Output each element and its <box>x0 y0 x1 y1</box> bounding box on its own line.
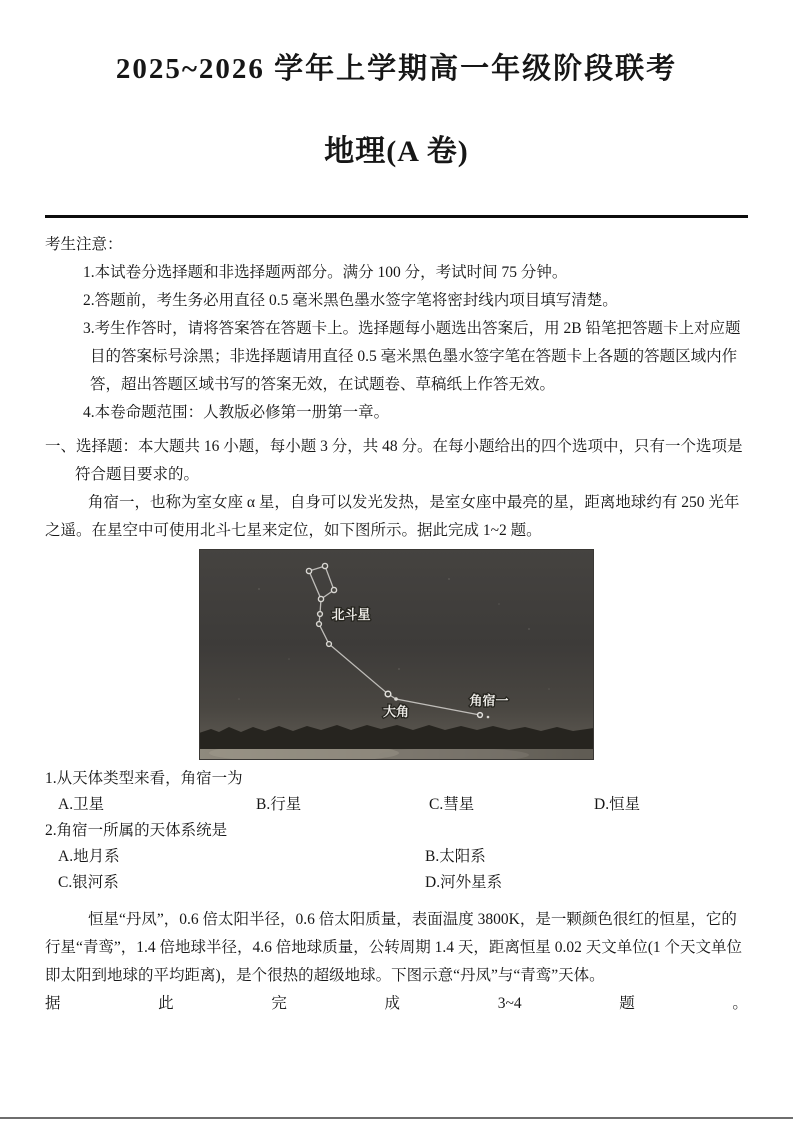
star-dot <box>306 568 311 573</box>
last-line-part: 成 <box>384 995 401 1012</box>
last-line-part: 。 <box>732 995 748 1012</box>
star-dot <box>394 697 398 701</box>
question-1-option-a: A.卫星 <box>58 796 105 813</box>
big-dipper-label: 北斗星 <box>331 607 371 622</box>
arcturus-star <box>385 691 391 697</box>
star-dot <box>331 587 336 592</box>
arcturus-label: 大角 <box>382 704 410 719</box>
question-2-stem: 2.角宿一所属的天体系统是 <box>45 822 228 839</box>
question-1-option-b: B.行星 <box>256 796 302 813</box>
section-heading: 一、选择题：本大题共 16 小题，每小题 3 分，共 48 分。在每小题给出的四个选项中，只有一个选项是符合题目要求的。 <box>45 438 743 483</box>
star-dot <box>318 596 323 601</box>
spica-star <box>478 713 483 718</box>
header-divider-line <box>45 215 748 218</box>
last-line-part: 题 <box>619 995 635 1012</box>
passage-danfeng-last-line <box>45 990 748 1018</box>
notice-item-2: 2.答题前，考生务必用直径 0.5 毫米黑色墨水签字笔将密封线内项目填写清楚。 <box>83 292 618 309</box>
page-bottom-scan-line <box>0 1117 793 1119</box>
question-2-options <box>45 844 748 896</box>
last-line-part: 此 <box>158 995 174 1012</box>
question-1-option-d: D.恒星 <box>594 796 641 813</box>
question-1-options <box>45 792 748 818</box>
star-dot <box>322 563 327 568</box>
spica-label: 角宿一 <box>469 693 509 708</box>
question-2 <box>45 818 748 896</box>
notice-section <box>45 231 748 427</box>
exam-subject-title: 地理(A 卷) <box>324 135 469 168</box>
star-dot <box>327 642 332 647</box>
last-line-part: 3~4 <box>497 995 522 1012</box>
question-2-option-c: C.银河系 <box>58 874 119 891</box>
question-1-option-c: C.彗星 <box>429 796 475 813</box>
question-2-option-a: A.地月系 <box>58 848 120 865</box>
last-line-part: 据 <box>45 995 61 1012</box>
star-chart-svg <box>199 549 594 760</box>
question-1 <box>45 766 748 818</box>
notice-item-4: 4.本卷命题范围：人教版必修第一册第一章。 <box>83 404 390 421</box>
star-chart-figure <box>199 549 594 760</box>
exam-content <box>45 231 748 1018</box>
exam-title: 2025~2026 学年上学期高一年级阶段联考 <box>115 53 678 85</box>
question-2-option-b: B.太阳系 <box>425 848 486 865</box>
notice-heading: 考生注意： <box>45 236 123 253</box>
notice-item-3: 3.考生作答时，请将答案答在答题卡上。选择题每小题选出答案后，用 2B 铅笔把答题卡上对应题目的答案标号涂黑；非选择题请用直径 0.5 毫米黑色墨水签字笔在答题卡上各题的答题区域内作答，超出答题区域书写的答案无效，在试题卷、草稿纸上作答无效。 <box>83 320 741 393</box>
passage-danfeng: 恒星“丹凤”，0.6 倍太阳半径，0.6 倍太阳质量，表面温度 3800K，是一颗颜色很红的恒星，它的行星“青鸾”，1.4 倍地球半径，4.6 倍地球质量，公转周期 1.4 天，距离恒星 0.02 天文单位(1 个天文单位即太阳到地球的平均距离)，是个很热的超级地球。下图示意“丹凤”与“青鸾”天体。 <box>45 911 743 984</box>
section-choice-questions <box>45 433 748 545</box>
question-2-option-d: D.河外星系 <box>425 874 503 891</box>
star-dot <box>487 716 490 719</box>
star-dot <box>317 622 322 627</box>
star-dot <box>318 612 323 617</box>
question-1-stem: 1.从天体类型来看，角宿一为 <box>45 770 243 787</box>
last-line-part: 完 <box>271 995 287 1012</box>
passage-spica: 角宿一，也称为室女座 α 星，自身可以发光发热，是室女座中最亮的星，距离地球约有 250 光年之遥。在星空中可使用北斗七星来定位，如下图所示。据此完成 1~2 题。 <box>45 494 740 539</box>
notice-item-1: 1.本试卷分选择题和非选择题两部分。满分 100 分，考试时间 75 分钟。 <box>83 264 568 281</box>
